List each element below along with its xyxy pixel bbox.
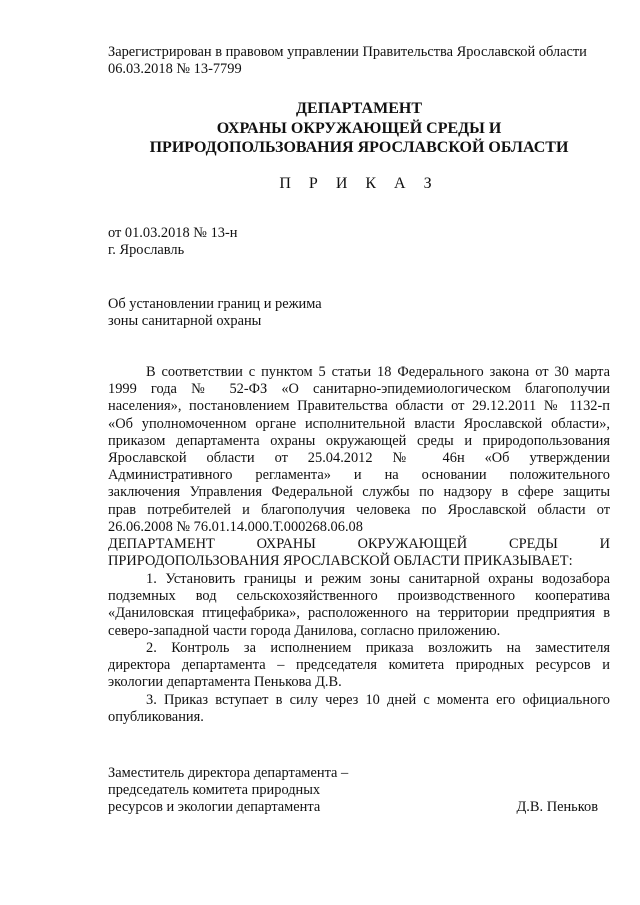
order-item-3	[108, 692, 610, 726]
order-subject	[108, 296, 610, 330]
order-item-1	[108, 571, 610, 640]
preamble-paragraph	[108, 364, 610, 536]
item-3-line: опубликования.	[108, 709, 204, 726]
preamble-line: «Об уполномоченном органе исполнительной власти Ярославской области»,	[108, 415, 610, 432]
signature-name: Д.В. Пеньков	[516, 799, 598, 816]
registration-line-2: 06.03.2018 № 13-7799	[108, 61, 242, 78]
item-2-line: 2. Контроль за исполнением приказа возложить на заместителя	[146, 640, 610, 656]
header-line-1: ДЕПАРТАМЕНТ	[296, 100, 422, 117]
registration-note	[108, 44, 610, 78]
order-city: г. Ярославль	[108, 242, 185, 259]
preamble-line: Ярославской области от 25.04.2012 № 46н «Об утверждении	[108, 450, 610, 467]
order-number-date: от 01.03.2018 № 13-н	[108, 225, 238, 241]
item-1-line: 1. Установить границы и режим зоны санитарной охраны водозабора	[146, 571, 610, 587]
signature-title-line-2: председатель комитета природных	[108, 782, 321, 799]
preamble-line: населения», постановлением Правительства области от 29.12.2011 № 1132-п	[108, 398, 610, 415]
item-1-line: северо-западной части города Данилова, согласно приложению.	[108, 622, 501, 639]
item-2-line: экологии департамента Пенькова Д.В.	[108, 674, 342, 691]
item-1-line: подземных вод сельскохозяйственного производственного кооператива	[108, 588, 610, 605]
subject-line-1: Об установлении границ и режима	[108, 296, 322, 312]
item-1-line: «Даниловская птицефабрика», расположенного на территории предприятия в	[108, 605, 610, 622]
resolution-heading	[108, 536, 610, 570]
preamble-line: прав потребителей и благополучия человека по Ярославской области от	[108, 501, 610, 518]
order-info	[108, 225, 610, 259]
order-item-2	[108, 640, 610, 692]
signature-title-line-3: ресурсов и экологии департамента	[108, 799, 321, 816]
registration-line-1: Зарегистрирован в правовом управлении Правительства Ярославской области	[108, 44, 587, 60]
item-3-line: 3. Приказ вступает в силу через 10 дней с момента его официального	[146, 692, 610, 708]
preamble-line: приказом департамента охраны окружающей среды и природопользования	[108, 432, 610, 449]
signature-block	[108, 765, 598, 817]
subject-line-2: зоны санитарной охраны	[108, 313, 262, 330]
resolution-line-2: ПРИРОДОПОЛЬЗОВАНИЯ ЯРОСЛАВСКОЙ ОБЛАСТИ ПРИКАЗЫВАЕТ:	[108, 553, 573, 570]
preamble-line: заключения Управления Федеральной службы по надзору в сфере защиты	[108, 484, 610, 501]
item-2-line: директора департамента – председателя комитета природных ресурсов и	[108, 657, 610, 674]
preamble-line: 26.06.2008 № 76.01.14.000.Т.000268.06.08	[108, 518, 363, 535]
header-line-3: ПРИРОДОПОЛЬЗОВАНИЯ ЯРОСЛАВСКОЙ ОБЛАСТИ	[149, 139, 569, 157]
preamble-line: 1999 года № 52-ФЗ «О санитарно-эпидемиологическом благополучии	[108, 381, 610, 398]
resolution-line-1: ДЕПАРТАМЕНТ ОХРАНЫ ОКРУЖАЮЩЕЙ СРЕДЫ И	[108, 536, 610, 552]
signature-title-line-1: Заместитель директора департамента –	[108, 765, 349, 781]
department-header	[108, 99, 610, 158]
document-type: П Р И К А З	[279, 175, 439, 192]
preamble-line: В соответствии с пунктом 5 статьи 18 Федерального закона от 30 марта	[146, 364, 610, 380]
header-line-2: ОХРАНЫ ОКРУЖАЮЩЕЙ СРЕДЫ И	[216, 119, 502, 137]
preamble-line: Административного регламента» и на основании положительного	[108, 467, 610, 484]
